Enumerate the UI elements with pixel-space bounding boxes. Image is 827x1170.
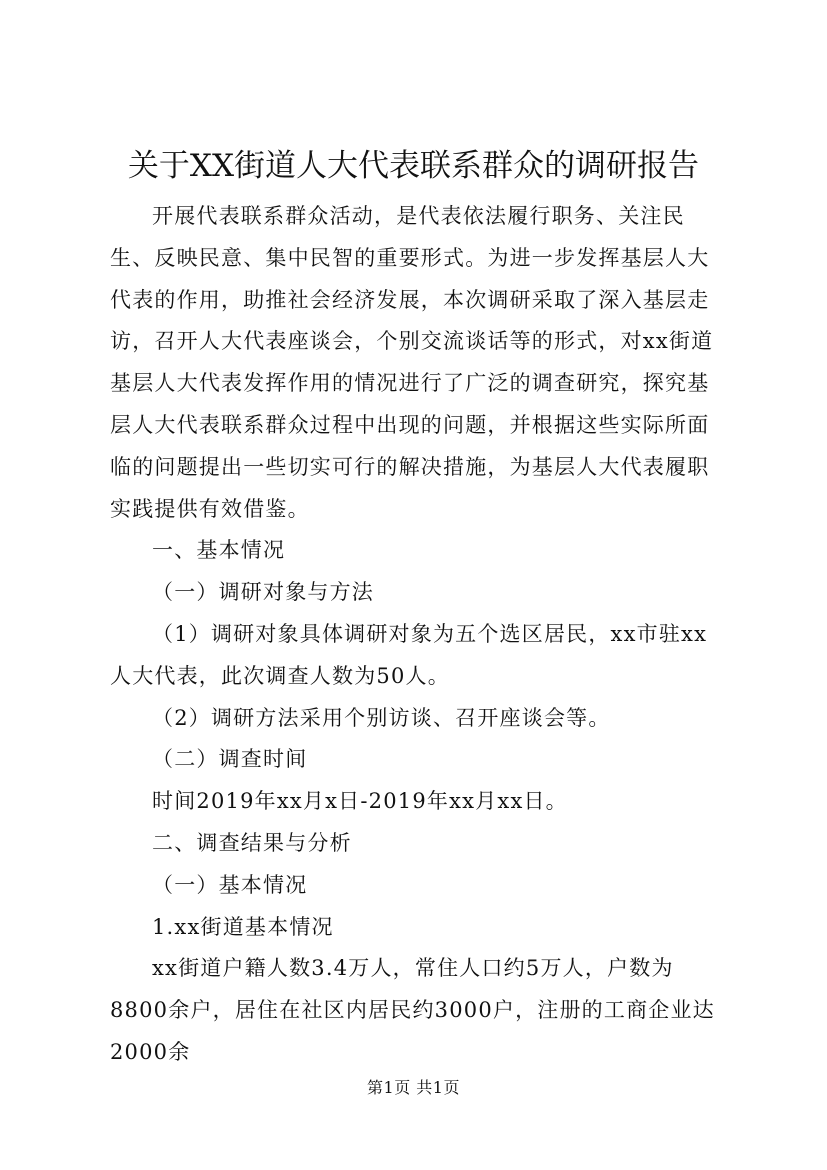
subheading-basic-situation: （一）基本情况 — [152, 872, 308, 897]
paragraph-research-methods: （2）调研方法采用个别访谈、召开座谈会等。 — [152, 705, 611, 730]
heading-results-analysis: 二、调查结果与分析 — [152, 830, 352, 855]
subheading-street-basic-situation: 1.xx街道基本情况 — [152, 914, 334, 939]
paragraph-intro: 开展代表联系群众活动，是代表依法履行职务、关注民生、反映民意、集中民智的重要形式。为进一步发挥基层人大代表的作用，助推社会经济发展，本次调研采取了深入基层走访，召开人大代表座谈会，个别交流谈话等的形式，对xx街道基层人大代表发挥作用的情况进行了广泛的调查研究，探究基层人大代表联系群众过程中出现的问题，并根据这些实际所面临的问题提出一些切实可行的解决措施，为基层人大代表履职实践提供有效借鉴。 — [110, 204, 714, 521]
document-body — [110, 196, 722, 1074]
subheading-research-objects-methods: （一）调研对象与方法 — [152, 580, 374, 605]
paragraph-research-objects: （1）调研对象具体调研对象为五个选区居民，xx市驻xx人大代表，此次调查人数为50人。 — [110, 621, 708, 688]
paragraph-survey-time: 时间2019年xx月x日-2019年xx月xx日。 — [152, 789, 568, 814]
page-footer: 第1页 共1页 — [367, 1078, 460, 1097]
paragraph-street-statistics: xx街道户籍人数3.4万人，常住人口约5万人，户数为8800余户，居住在社区内居民约3000户，注册的工商企业达2000余 — [110, 956, 715, 1064]
heading-basic-situation: 一、基本情况 — [152, 538, 286, 563]
subheading-survey-time: （二）调查时间 — [152, 747, 308, 772]
document-title: 关于XX街道人大代表联系群众的调研报告 — [127, 148, 700, 184]
